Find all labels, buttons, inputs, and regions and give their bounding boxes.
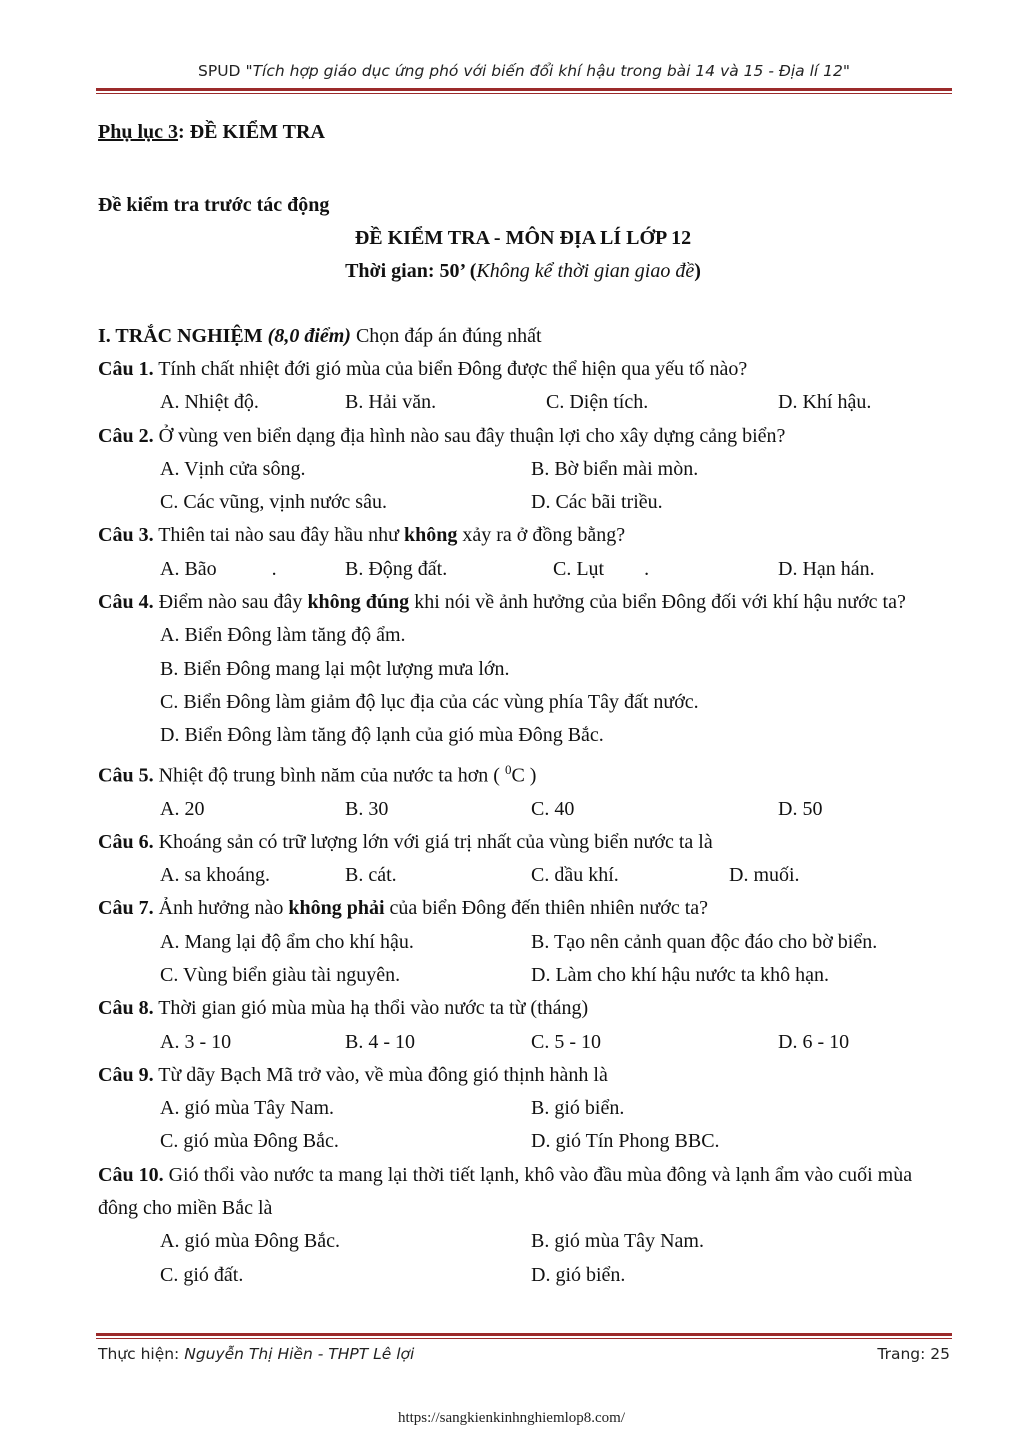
option: B. gió mùa Tây Nam.: [531, 1230, 704, 1253]
option: D. Hạn hán.: [778, 557, 875, 580]
option: B. Động đất.: [345, 557, 448, 580]
options-7: [160, 926, 948, 959]
option: A. 3 - 10: [160, 1030, 232, 1053]
header-title: "Tích hợp giáo dục ứng phó với biến đổi khí hậu trong bài 14 và 15 - Địa lí 12": [245, 62, 850, 80]
options-6: [160, 859, 948, 892]
question-7: Câu 7. Ảnh hưởng nào không phải của biển Đông đến thiên nhiên nước ta?: [98, 897, 709, 920]
options-10: [160, 1225, 948, 1258]
option: B. Tạo nên cảnh quan độc đáo cho bờ biển.: [531, 930, 878, 953]
options-2b: [160, 486, 948, 519]
option: D. Làm cho khí hậu nước ta khô hạn.: [531, 964, 830, 986]
option: D. Các bãi triều.: [531, 491, 663, 514]
option: C. Biển Đông làm giảm độ lục địa của các vùng phía Tây đất nước.: [160, 690, 699, 713]
option: C. Vùng biển giàu tài nguyên.: [160, 964, 401, 986]
option: C. Các vũng, vịnh nước sâu.: [160, 491, 387, 514]
options-9: [160, 1092, 948, 1125]
section-heading: I. TRẮC NGHIỆM (8,0 điểm) Chọn đáp án đúng nhất: [98, 325, 542, 347]
question-4: Câu 4. Điểm nào sau đây không đúng khi nói về ảnh hưởng của biển Đông đối với khí hậu nước ta?: [98, 591, 906, 614]
exam-title: ĐỀ KIỂM TRA - MÔN ĐỊA LÍ LỚP 12: [354, 227, 692, 249]
option: A. 20: [160, 797, 205, 820]
header-divider: [96, 88, 952, 94]
option: A. gió mùa Đông Bắc.: [160, 1230, 340, 1253]
option: D. Khí hậu.: [778, 391, 872, 414]
option: C. Diện tích.: [546, 391, 649, 414]
pre-test-heading: Đề kiểm tra trước tác động: [98, 194, 330, 216]
exam-time: Thời gian: 50’ (Không kể thời gian giao đề): [345, 260, 701, 282]
options-3: [160, 553, 948, 586]
options-10b: [160, 1259, 948, 1292]
option: D. 50: [778, 797, 823, 820]
question-3: Câu 3. Thiên tai nào sau đây hầu như không xảy ra ở đồng bằng?: [98, 524, 626, 547]
question-6: Câu 6. Khoáng sản có trữ lượng lớn với giá trị nhất của vùng biển nước ta là: [98, 830, 713, 853]
options-7b: [160, 959, 948, 992]
question-2: Câu 2. Ở vùng ven biển dạng địa hình nào sau đây thuận lợi cho xây dựng cảng biển?: [98, 424, 786, 447]
options-2: [160, 453, 948, 486]
option: B. 4 - 10: [345, 1030, 415, 1053]
option: C. gió mùa Đông Bắc.: [160, 1130, 339, 1153]
footer-author: Thực hiện: Nguyễn Thị Hiền - THPT Lê lợi: [98, 1345, 415, 1363]
footer-divider: [96, 1333, 952, 1339]
page-number: Trang: 25: [877, 1345, 950, 1363]
option: C. Lụt .: [553, 557, 650, 580]
option: B. Bờ biển mài mòn.: [531, 457, 699, 480]
option: A. Mang lại độ ẩm cho khí hậu.: [160, 930, 414, 953]
option: B. gió biển.: [531, 1097, 625, 1120]
option: C. 5 - 10: [531, 1030, 601, 1053]
option: C. 40: [531, 797, 575, 820]
option: C. dầu khí.: [531, 864, 619, 887]
option: B. 30: [345, 797, 389, 820]
option: A. Biển Đông làm tăng độ ẩm.: [160, 624, 406, 647]
option: A. Vịnh cửa sông.: [160, 457, 306, 480]
header-prefix: SPUD: [198, 62, 246, 80]
question-9: Câu 9. Từ dãy Bạch Mã trở vào, về mùa đông gió thịnh hành là: [98, 1063, 608, 1086]
option: D. gió biển.: [531, 1263, 626, 1286]
option: B. Biển Đông mang lại một lượng mưa lớn.: [160, 657, 510, 680]
option: A. sa khoáng.: [160, 864, 270, 887]
source-url[interactable]: https://sangkienkinhnghiemlop8.com/: [397, 1410, 626, 1426]
option: D. gió Tín Phong BBC.: [531, 1130, 720, 1153]
option: C. gió đất.: [160, 1263, 244, 1286]
question-1: Câu 1. Tính chất nhiệt đới gió mùa của biển Đông được thể hiện qua yếu tố nào?: [98, 358, 748, 380]
option: D. Biển Đông làm tăng độ lạnh của gió mùa Đông Bắc.: [160, 724, 604, 747]
running-header: [96, 62, 952, 80]
question-5: Câu 5. Nhiệt độ trung bình năm của nước ta hơn ( $^0$C ): [98, 761, 537, 787]
appendix-heading: Phụ lục 3: ĐỀ KIỂM TRA: [98, 121, 325, 143]
options-8: [160, 1026, 948, 1059]
option: D. muối.: [729, 864, 800, 887]
option: D. 6 - 10: [778, 1030, 850, 1053]
option: A. Nhiệt độ.: [160, 391, 259, 414]
page-body: [98, 112, 948, 1292]
question-8: Câu 8. Thời gian gió mùa mùa hạ thổi vào nước ta từ (tháng): [98, 997, 589, 1020]
option: B. cát.: [345, 864, 397, 887]
option: B. Hải văn.: [345, 391, 437, 414]
options-5: [160, 793, 948, 826]
question-10: Câu 10. Gió thổi vào nước ta mang lại thời tiết lạnh, khô vào đầu mùa đông và lạnh ẩm vào cuối mùa đông cho miền Bắc là: [98, 1163, 913, 1220]
option: A. gió mùa Tây Nam.: [160, 1097, 335, 1120]
options-1: [160, 386, 948, 419]
option: A. Bão .: [160, 557, 277, 580]
options-9b: [160, 1125, 948, 1158]
